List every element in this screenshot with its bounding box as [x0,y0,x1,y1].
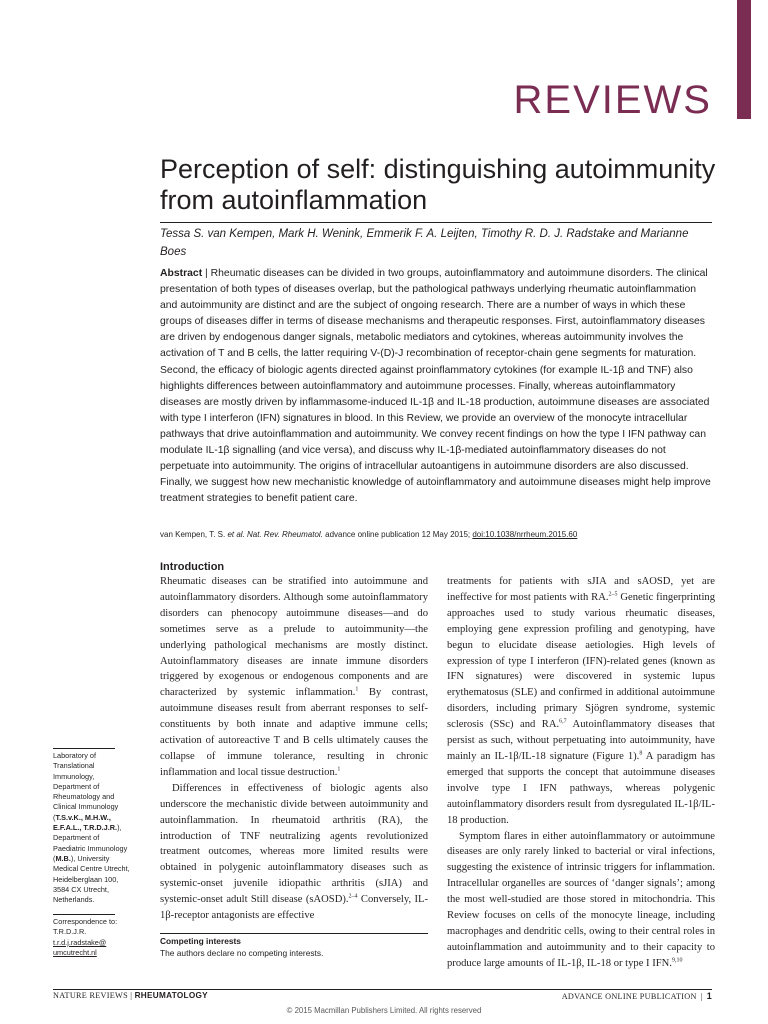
intro-paragraph-1 [160,574,428,781]
section-accent-bar [737,0,751,119]
abstract-text: Rheumatic diseases can be divided in two groups, autoinflammatory and autoimmune disorders. The clinical presentation of both types of diseases overlap, but the pathological pathways underlying rheumatic autoinflammation and autoimmunity are distinct and are the subject of ongoing research. There are a number of ways in which these groups of diseases differ in terms of disease mechanisms and therapeutic responses. First, autoinflammatory diseases are driven by endogenous danger signals, metabolic mediators and cytokines, whereas autoimmunity involves the activation of T and B cells, the latter requiring V-(D)-J recombination of receptor-chain gene segments for maturation. Second, the efficacy of biologic agents directed against proinflammatory cytokines (for example IL-1β and TNF) also highlights differences between autoinflammatory and autoimmune processes. Finally, whereas autoinflammatory diseases are mostly driven by inflammasome-induced IL-1β and IL-18 production, autoimmune diseases are associated with type I interferon (IFN) signatures in blood. In this Review, we provide an overview of the monocyte intracellular pathways that drive autoinflammation and autoimmunity. We convey recent findings on how the type I IFN pathway can modulate IL-1β signalling (and vice versa), and discuss why IL-1β-mediated autoinflammatory diseases do not perpetuate into autoimmunity. The origins of intracellular autoantigens in autoimmune disorders are also discussed. Finally, we suggest how new mechanistic knowledge of autoinflammatory and autoimmune diseases might help improve treatment strategies to benefit patient care. [160,268,711,505]
section-label: REVIEWS [513,78,712,122]
correspondence-divider [53,914,115,915]
affiliation-initials: T.S.v.K., M.H.W., E.F.A.L., T.R.D.J.R. [53,812,118,833]
correspondence-email-line-2[interactable]: umcutrecht.nl [53,947,97,957]
footer-journal-series: NATURE REVIEWS [53,991,128,1000]
text-run: Differences in effectiveness of biologic agents also underscore the mechanistic divide between autoimmunity and autoinflammation. In rheumatoid arthritis (RA), the introduction of TNF neutralizing agents revolutionized treatment outcomes, whereas more limited results were obtained in polygenic autoinflammatory diseases such as systemic-onset juvenile idiopathic arthritis (sJIA) and systemic-onset adult Still disease (sAOSD). [160,782,428,906]
reference-marker[interactable]: 2–5 [608,591,618,598]
reference-marker[interactable]: 2–4 [348,893,358,900]
reference-marker[interactable]: 6,7 [559,718,567,725]
intro-paragraph-3 [447,574,715,829]
footer-publication-status: ADVANCE ONLINE PUBLICATION [561,992,697,1001]
citation-journal: Nat. Rev. Rheumatol. [244,530,323,539]
footer-publication-info [562,991,712,1001]
citation-authors: van Kempen, T. S. [160,530,228,539]
text-run: By contrast, autoimmune diseases result from aberrant responses to self-constituents by both innate and adaptive immune cells; activation of autoreactive T and B cells ultimately causes the collapse of immune tolerance, resulting in chronic inflammation and local tissue destruction. [160,687,428,778]
footer-journal-separator: | [127,991,135,1000]
doi-link[interactable]: doi:10.1038/nrrheum.2015.60 [472,530,578,539]
correspondence-label: Correspondence to: [53,917,118,926]
text-run: treatments for patients with sJIA and sAOSD, yet are ineffective for most patients with RA. [447,576,715,603]
body-column-right [447,574,715,972]
page-number: 1 [706,991,712,1001]
competing-interests-text: The authors declare no competing interests. [160,948,324,958]
affiliation-text: ), University Medical Centre Utrecht, Heidelberglaan 100, 3584 CX Utrecht, Netherlands. [53,853,130,905]
correspondence-name: T.R.D.J.R. [53,927,87,937]
text-run: Symptom flares in either autoinflammatory or autoimmune diseases are only rarely linked to bacterial or viral infections, suggesting the existence of intrinsic triggers for inflammation. Intracellular organelles are sources of ‘danger signals’; among the most well-studied are those stored in mitochondria. This Review focuses on cells of the monocyte lineage, including macrophages and dendritic cells, owing to their central roles in autoinflammation and autoimmunity and to their capacity to produce large amounts of IL-1β, IL-18 or type I IFN. [447,830,715,969]
body-column-left [160,574,428,924]
text-run: Rheumatic diseases can be stratified into autoimmune and autoinflammatory disorders. Although some autoinflammatory disorders can phenocopy autoimmune diseases—and do sometimes serve as a prelude to autoimmunity—the underlying pathological mechanisms are mostly distinct. Autoinflammatory diseases are innate immune disorders triggered by exogenous or endogenous components and are characterized by systemic inflammation. [160,576,428,699]
affiliation-divider [53,748,115,749]
competing-interests-heading: Competing interests [160,936,241,946]
intro-paragraph-2 [160,781,428,924]
correspondence-email-line-1[interactable]: t.r.d.j.radstake@ [53,937,107,947]
reference-marker[interactable]: 9,10 [671,957,683,964]
competing-interests-divider [160,933,428,934]
abstract-separator: | [202,268,211,279]
footer-page-separator: | [700,992,703,1001]
citation-details: advance online publication 12 May 2015; [322,530,473,539]
abstract [160,266,715,507]
citation-etal: et al. [227,530,245,539]
affiliation-text: ), Department of Paediatric Immunology ( [53,823,128,863]
text-run: A paradigm has emerged that supports the concept that autoimmune diseases involve type I IFN pathways, whereas polygenic autoinflammatory disorders result from dysregulated IL-1β/IL-18 production. [447,750,715,826]
footer-journal-name [53,991,208,1000]
correspondence-block [53,917,131,958]
text-run: Autoinflammatory diseases that persist as such, without perpetuating into autoimmunity, have mainly an IL-1β/IL-18 signature (Figure 1). [447,719,715,762]
affiliation-text: Laboratory of Translational Immunology, Department of Rheumatology and Clinical Immunology ( [53,751,119,822]
author-list: Tessa S. van Kempen, Mark H. Wenink, Emmerik F. A. Leijten, Timothy R. D. J. Radstake and Marianne Boes [160,228,689,258]
intro-paragraph-4 [447,829,715,972]
reference-marker[interactable]: 1 [337,766,341,773]
reference-marker[interactable]: 8 [639,750,643,757]
text-run: Genetic fingerprinting approaches used to study various rheumatic diseases, employing gene expression profiling and genotyping, have begun to elucidate disease aetiologies. High levels of expression of type I interferon (IFN)-related genes (known as IFN signatures) were discovered in systemic lupus erythematosus (SLE) and confirmed in additional autoimmune disorders, including primary Sjögren syndrome, systemic sclerosis (SSc) and RA. [447,591,715,731]
footer-journal-title: RHEUMATOLOGY [134,991,208,1000]
text-run: Conversely, IL-1β-receptor antagonists are effective [160,894,428,922]
affiliation-initials: M.B. [55,853,71,863]
article-title: Perception of self: distinguishing autoimmunity from autoinflammation [160,154,716,215]
copyright-notice: © 2015 Macmillan Publishers Limited. All rights reserved [286,1006,482,1015]
abstract-label: Abstract [160,268,203,279]
author-affiliations [53,751,131,905]
reference-marker[interactable]: 1 [355,686,359,693]
introduction-heading: Introduction [160,561,225,573]
title-divider [160,222,712,223]
citation-line [160,529,720,540]
footer-divider [53,989,712,990]
